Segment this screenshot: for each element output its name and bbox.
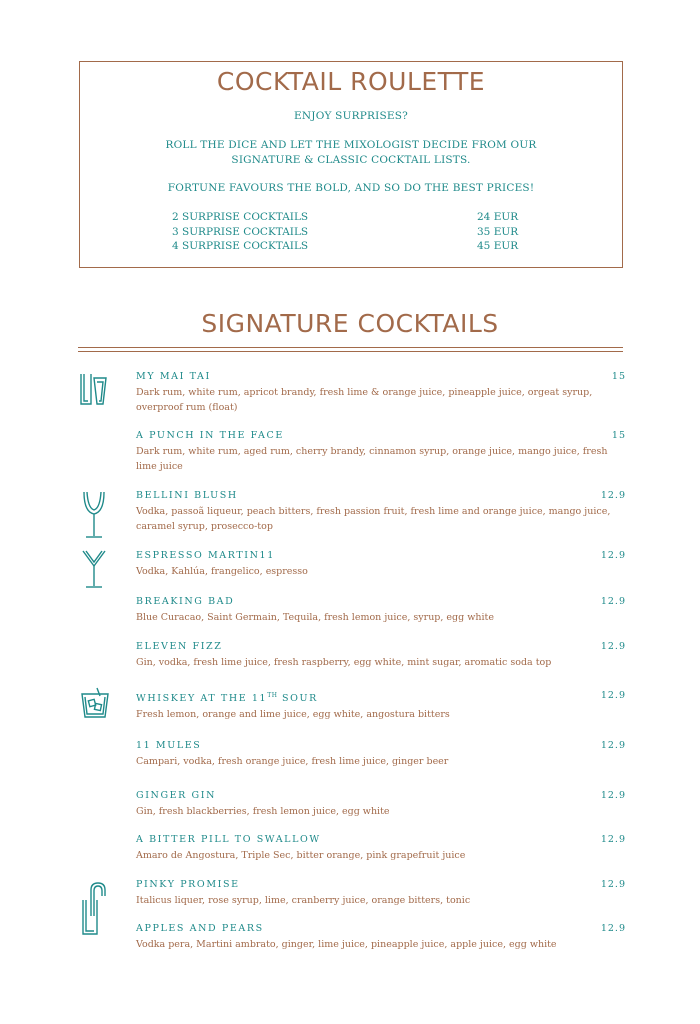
martini-glass-icon [82,548,106,590]
cocktail-name-start: WHISKEY AT THE 11 [136,693,268,705]
menu-item [136,922,626,952]
rocks-glass-icon [80,686,110,720]
cocktail-description: Dark rum, white rum, aged rum, cherry brandy, cinnamon syrup, orange juice, mango juice, fresh lime juice [136,446,608,472]
cocktail-description: Blue Curacao, Saint Germain, Tequila, fresh lemon juice, syrup, egg white [136,612,494,623]
menu-item [136,489,626,534]
cocktail-name-end: SOUR [277,693,318,705]
cocktail-name: ELEVEN FIZZ [136,641,223,652]
cocktail-name-sup: TH [267,692,278,699]
divider-rule [78,347,623,348]
roulette-option-label: 4 SURPRISE COCKTAILS [172,240,309,252]
cocktail-name [136,689,626,705]
cocktail-name: PINKY PROMISE [136,879,240,890]
roulette-line-2: SIGNATURE & CLASSIC COCKTAIL LISTS. [231,154,471,166]
cocktail-name: APPLES AND PEARS [136,923,264,934]
cocktail-price: 12.9 [600,596,626,607]
cocktail-price: 12.9 [600,740,626,751]
cocktail-name: MY MAI TAI [136,371,211,382]
cocktail-price: 12.9 [600,690,626,701]
signature-title: SIGNATURE COCKTAILS [201,309,499,338]
roulette-line-3: FORTUNE FAVOURS THE BOLD, AND SO DO THE BEST PRICES! [167,182,535,194]
menu-item [136,739,626,769]
roulette-box [79,61,623,268]
cocktail-price: 12.9 [600,550,626,561]
cocktail-price: 12.9 [600,790,626,801]
cocktail-price: 12.9 [600,641,626,652]
cocktail-description: Gin, vodka, fresh lime juice, fresh raspberry, egg white, mint sugar, aromatic soda top [136,657,552,668]
divider-rule [78,351,623,352]
cocktail-price: 15 [611,430,626,441]
menu-item [136,878,626,908]
cocktail-price: 12.9 [600,923,626,934]
cocktail-description: Vodka, Kahlúa, frangelico, espresso [136,566,308,577]
tiki-glass-icon [78,372,112,408]
cocktail-description: Vodka pera, Martini ambrato, ginger, lime juice, pineapple juice, apple juice, egg white [136,939,557,950]
roulette-title: COCKTAIL ROULETTE [216,67,486,96]
cocktail-name: GINGER GIN [136,790,217,801]
cocktail-name: A BITTER PILL TO SWALLOW [136,834,321,845]
cocktail-price: 15 [611,371,626,382]
cocktail-name: A PUNCH IN THE FACE [136,430,284,441]
roulette-option-label: 3 SURPRISE COCKTAILS [172,226,309,238]
cocktail-description: Vodka, passoã liqueur, peach bitters, fresh passion fruit, fresh lime and orange juice, mango juice, caramel syrup, prosecco-top [136,506,611,532]
menu-item [136,595,626,625]
menu-item [136,429,626,474]
roulette-option-label: 2 SURPRISE COCKTAILS [172,211,309,223]
cocktail-name: BREAKING BAD [136,596,235,607]
cocktail-price: 12.9 [600,834,626,845]
roulette-option-price: 35 EUR [477,226,519,238]
menu-item [136,789,626,819]
roulette-intro: ENJOY SURPRISES? [294,110,408,122]
cocktail-description: Dark rum, white rum, apricot brandy, fresh lime & orange juice, pineapple juice, orgeat syrup, overproof rum (float) [136,387,593,413]
cocktail-description: Italicus liquer, rose syrup, lime, cranberry juice, orange bitters, tonic [136,895,471,906]
cocktail-name: 11 MULES [136,740,202,751]
menu-item [136,549,626,579]
cocktail-description: Fresh lemon, orange and lime juice, egg white, angostura bitters [136,709,450,721]
cocktail-name: BELLINI BLUSH [136,490,238,501]
roulette-option-price: 45 EUR [477,240,519,252]
cocktail-description: Amaro de Angostura, Triple Sec, bitter orange, pink grapefruit juice [136,850,466,861]
cocktail-description: Gin, fresh blackberries, fresh lemon juice, egg white [136,806,390,817]
cocktail-name: ESPRESSO MARTIN11 [136,550,275,561]
menu-item [136,689,626,722]
cocktail-price: 12.9 [600,490,626,501]
coupe-glass-icon [82,490,106,540]
cocktail-description: Campari, vodka, fresh orange juice, fresh lime juice, ginger beer [136,756,449,767]
menu-item [136,370,626,415]
menu-item [136,640,626,670]
roulette-line-1: ROLL THE DICE AND LET THE MIXOLOGIST DECIDE FROM OUR [165,139,537,151]
menu-item [136,833,626,863]
highball-straw-icon [80,880,112,938]
cocktail-price: 12.9 [600,879,626,890]
roulette-option-price: 24 EUR [477,211,519,223]
